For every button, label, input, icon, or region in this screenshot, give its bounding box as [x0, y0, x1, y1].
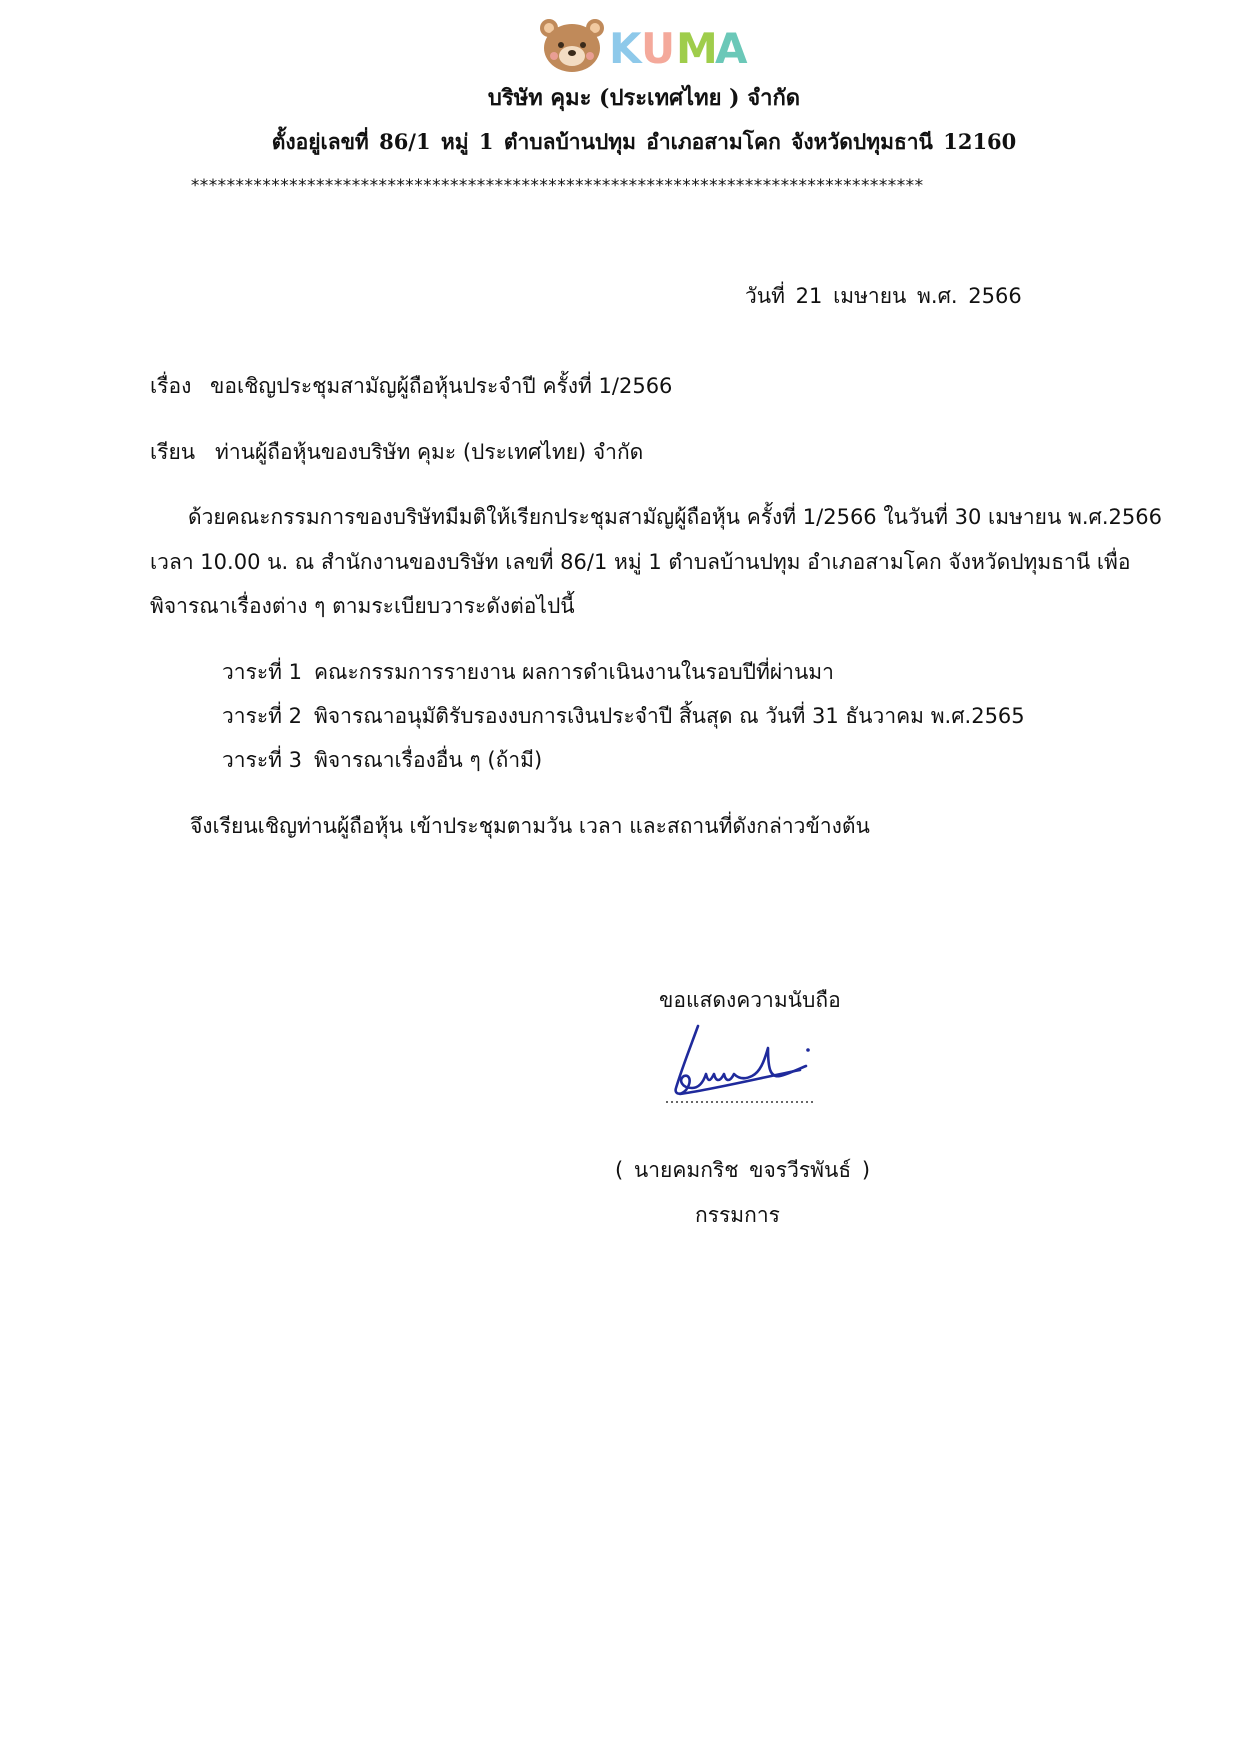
letter-date: วันที่ 21 เมษายน พ.ศ. 2566: [745, 284, 1022, 308]
agenda-item: [222, 701, 1025, 731]
paragraph-line: เวลา 10.00 น. ณ สำนักงานของบริษัท เลขที่ 86/1 หมู่ 1 ตำบลบ้านปทุม อำเภอสามโคก จังหวัดปทุมธานี เพื่อ: [150, 550, 1131, 574]
svg-text:K: K: [609, 24, 642, 73]
company-name: บริษัท คุมะ (ประเทศไทย ) จำกัด: [487, 85, 801, 111]
svg-text:U: U: [641, 24, 676, 73]
signer-title: กรรมการ: [695, 1203, 780, 1227]
agenda-number: วาระที่ 2: [222, 704, 303, 728]
svg-text:A: A: [715, 24, 748, 73]
recipient-text: ท่านผู้ถือหุ้นของบริษัท คุมะ (ประเทศไทย) จำกัด: [215, 440, 644, 464]
recipient-label: เรียน: [150, 440, 196, 464]
logo-wordmark: [609, 24, 748, 73]
subject-label: เรื่อง: [150, 374, 192, 398]
subject-text: ขอเชิญประชุมสามัญผู้ถือหุ้นประจำปี ครั้งที่ 1/2566: [210, 374, 673, 398]
agenda-text: พิจารณาเรื่องอื่น ๆ (ถ้ามี): [314, 748, 543, 772]
agenda-number: วาระที่ 1: [222, 660, 303, 684]
bear-icon: [540, 19, 604, 72]
company-logo: [537, 16, 757, 74]
paragraph-line: พิจารณาเรื่องต่าง ๆ ตามระเบียบวาระดังต่อไปนี้: [150, 594, 575, 618]
handwritten-signature: [660, 1018, 820, 1108]
svg-text:M: M: [676, 24, 718, 73]
closing-sentence: จึงเรียนเชิญท่านผู้ถือหุ้น เข้าประชุมตามวัน เวลา และสถานที่ดังกล่าวข้างต้น: [190, 814, 870, 838]
agenda-number: วาระที่ 3: [222, 748, 303, 772]
agenda-item: [222, 745, 542, 775]
agenda-text: พิจารณาอนุมัติรับรองงบการเงินประจำปี สิ้นสุด ณ วันที่ 31 ธันวาคม พ.ศ.2565: [314, 704, 1025, 728]
agenda-text: คณะกรรมการรายงาน ผลการดำเนินงานในรอบปีที่ผ่านมา: [314, 660, 834, 684]
regards-text: ขอแสดงความนับถือ: [659, 988, 841, 1012]
company-address: ตั้งอยู่เลขที่ 86/1 หมู่ 1 ตำบลบ้านปทุม อำเภอสามโคก จังหวัดปทุมธานี 12160: [271, 129, 1017, 154]
paragraph-line: ด้วยคณะกรรมการของบริษัทมีมติให้เรียกประชุมสามัญผู้ถือหุ้น ครั้งที่ 1/2566 ในวันที่ 30 เมษายน พ.ศ.2566: [188, 505, 1162, 529]
separator-line: **********************************************************************************: [190, 176, 923, 196]
agenda-item: [222, 657, 834, 687]
signer-name: ( นายคมกริช ขจรวีรพันธ์ ): [615, 1158, 871, 1182]
